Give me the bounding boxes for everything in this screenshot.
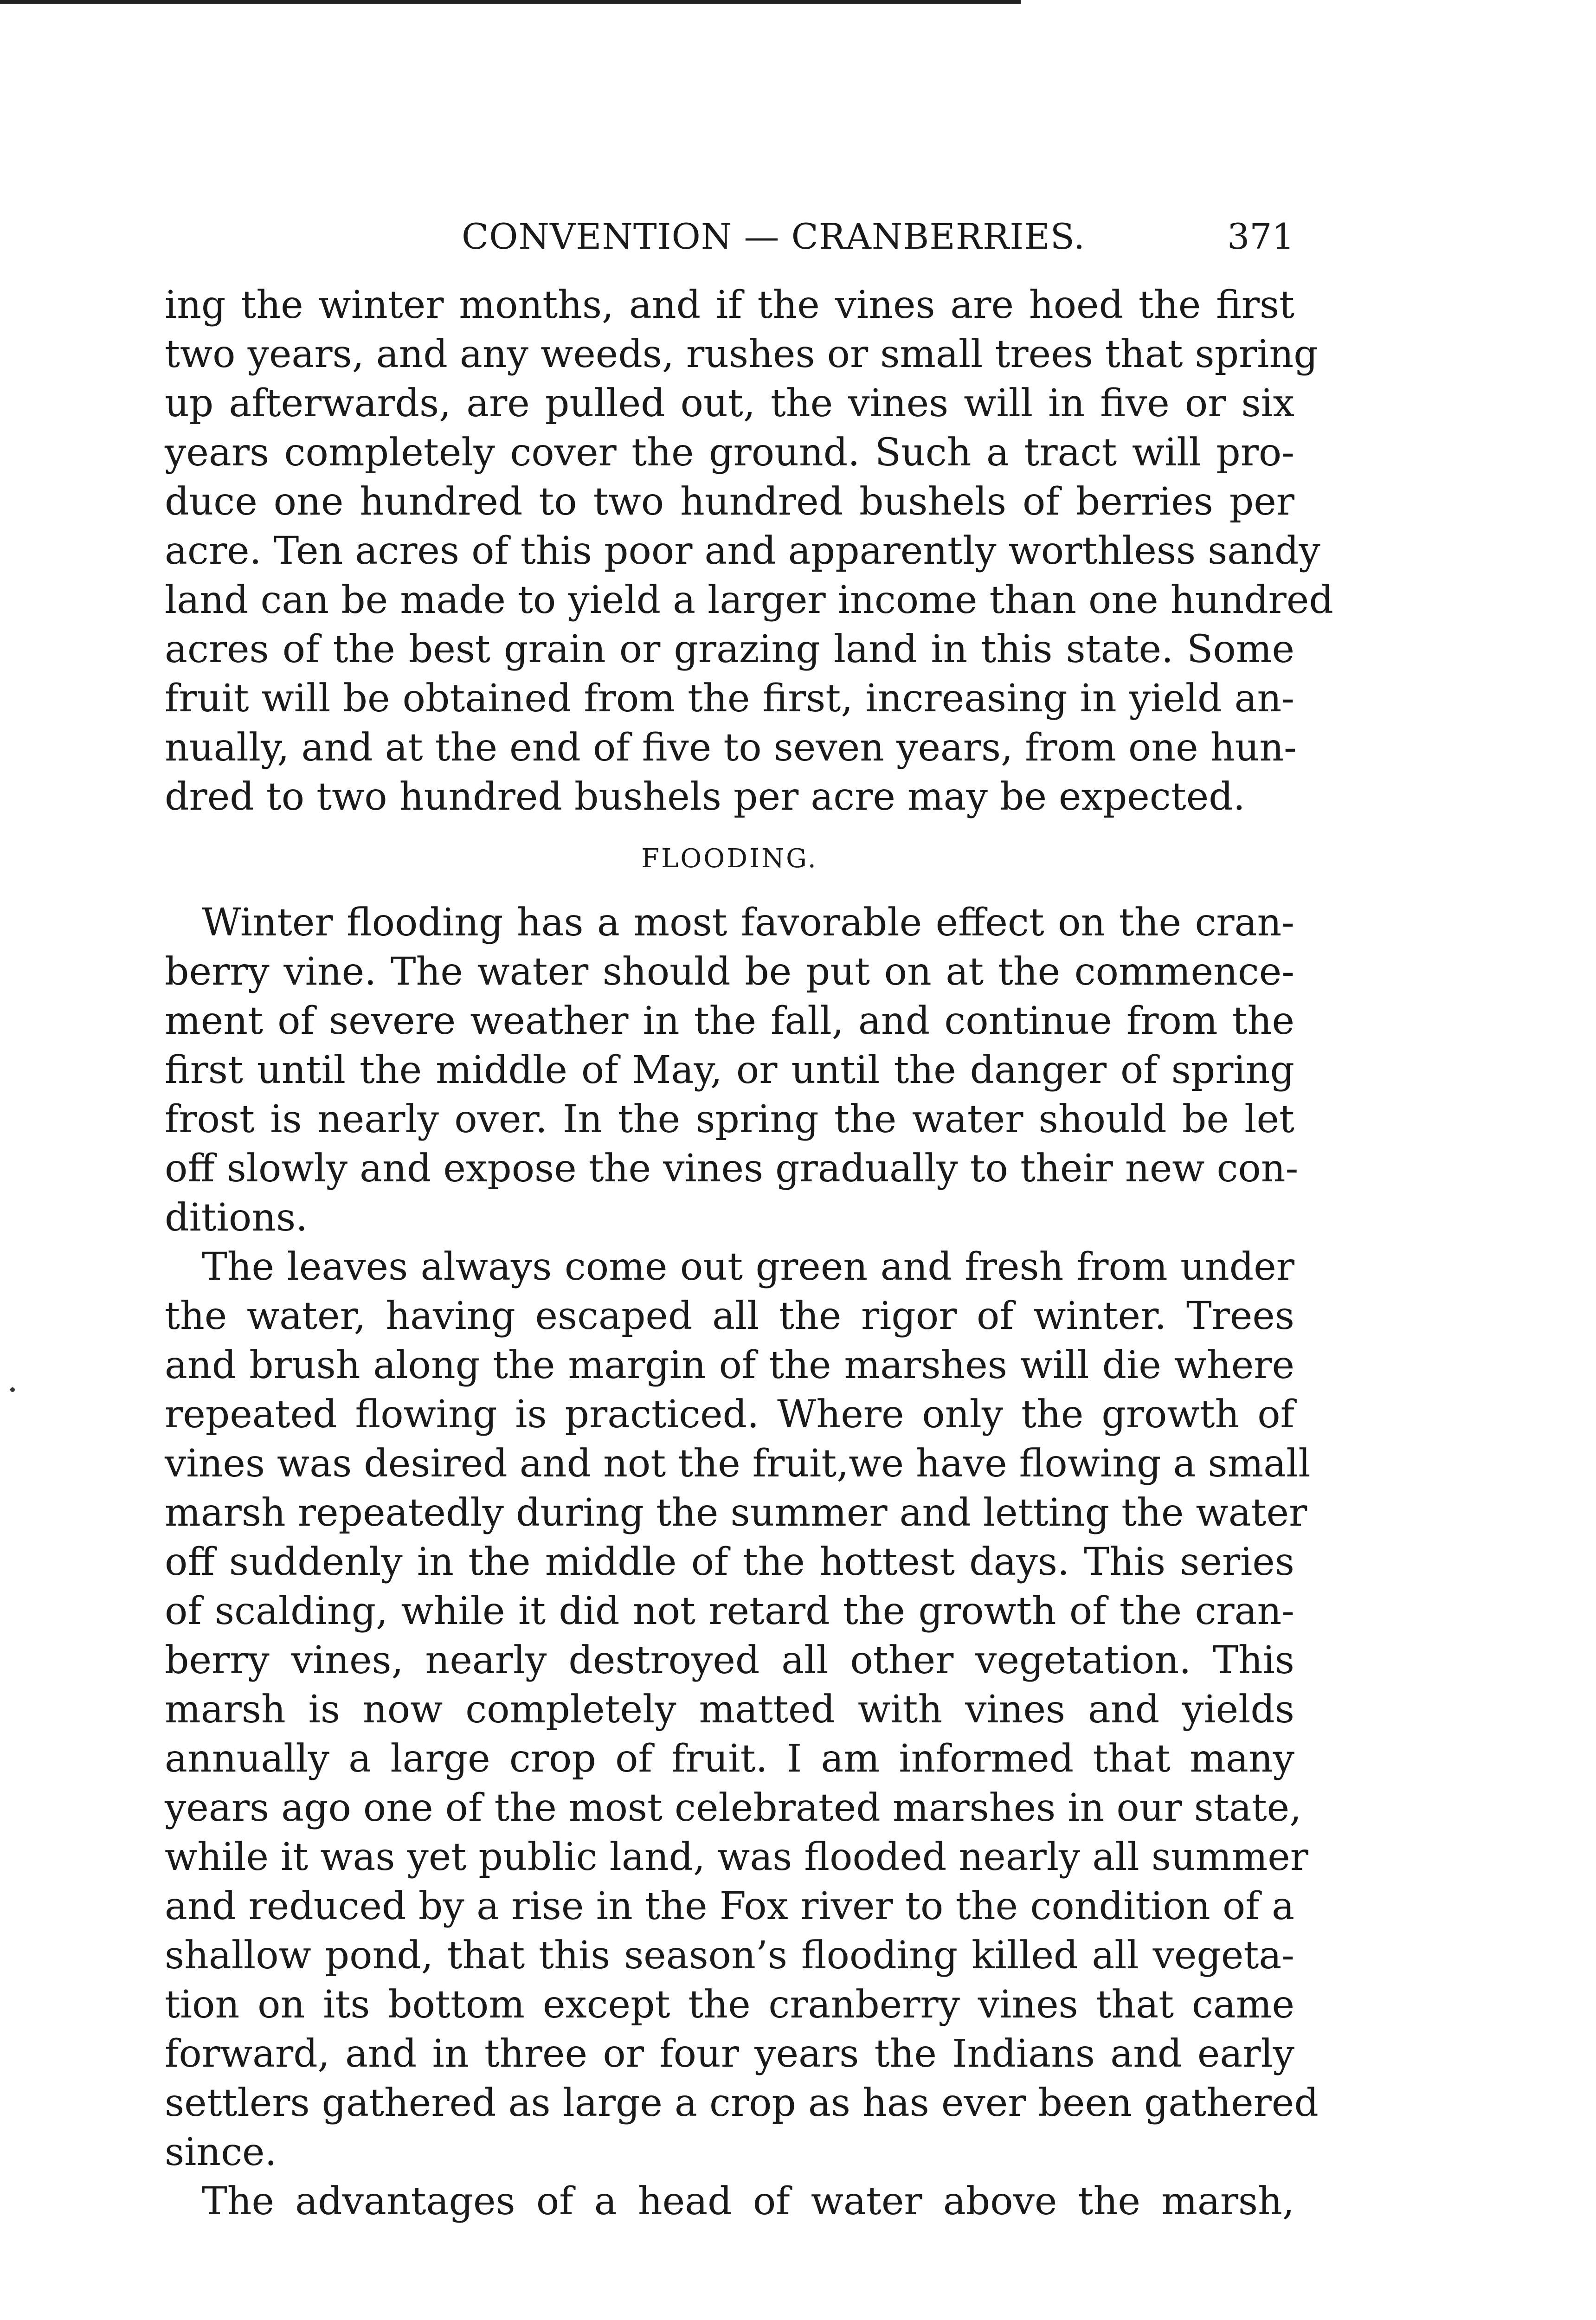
section-heading-flooding: FLOODING.: [641, 844, 818, 874]
text-line: of scalding, while it did not retard the growth of the cran-: [165, 1589, 1294, 1633]
margin-speck: [10, 1387, 15, 1392]
text-line: ditions.: [165, 1196, 308, 1240]
paragraph-winter-flooding: [165, 898, 1299, 1243]
text-line: The advantages of a head of water above the marsh,: [202, 2179, 1294, 2223]
text-line: repeated flowing is practiced. Where only the growth of: [165, 1392, 1294, 1437]
text-line: dred to two hundred bushels per acre may be expected.: [165, 775, 1245, 819]
text-line: two years, and any weeds, rushes or small trees that spring: [165, 332, 1318, 376]
paragraph-leaves: [165, 1243, 1319, 2177]
book-page: [165, 211, 1333, 2226]
text-line: ing the winter months, and if the vines are hoed the first: [165, 283, 1294, 327]
paragraph-continuation: [165, 281, 1333, 822]
text-line: years ago one of the most celebrated marshes in our state,: [165, 1786, 1302, 1830]
text-line: frost is nearly over. In the spring the water should be let: [165, 1097, 1294, 1141]
text-line: marsh repeatedly during the summer and letting the water: [165, 1491, 1307, 1535]
paragraph-advantages: [165, 2177, 1294, 2226]
running-head: [165, 211, 1294, 262]
text-line: tion on its bottom except the cranberry vines that came: [165, 1983, 1294, 2027]
page-number: 371: [1227, 216, 1294, 257]
text-line: and brush along the margin of the marshes will die where: [165, 1343, 1294, 1387]
text-line: and reduced by a rise in the Fox river to the condition of a: [165, 1884, 1294, 1928]
text-line: settlers gathered as large a crop as has ever been gathered: [165, 2081, 1319, 2125]
text-line: Winter flooding has a most favorable effect on the cran-: [202, 901, 1294, 945]
text-line: fruit will be obtained from the first, increasing in yield an-: [165, 677, 1294, 721]
text-line: The leaves always come out green and fresh from under: [202, 1245, 1294, 1289]
text-line: the water, having escaped all the rigor of winter. Trees: [165, 1294, 1294, 1338]
text-line: berry vines, nearly destroyed all other vegetation. This: [165, 1638, 1294, 1682]
text-line: berry vine. The water should be put on at the commence-: [165, 950, 1294, 994]
text-line: land can be made to yield a larger income than one hundred: [165, 578, 1333, 622]
text-line: ment of severe weather in the fall, and continue from the: [165, 999, 1294, 1043]
text-line: vines was desired and not the fruit,we have flowing a small: [165, 1442, 1311, 1486]
text-line: acres of the best grain or grazing land in this state. Some: [165, 627, 1294, 671]
text-line: while it was yet public land, was flooded nearly all summer: [165, 1835, 1308, 1879]
text-line: annually a large crop of fruit. I am informed that many: [165, 1737, 1294, 1781]
text-line: years completely cover the ground. Such a tract will pro-: [165, 431, 1294, 475]
running-head-title: CONVENTION — CRANBERRIES.: [462, 216, 1086, 257]
text-line: since.: [165, 2130, 277, 2174]
text-line: acre. Ten acres of this poor and apparently worthless sandy: [165, 529, 1320, 573]
text-line: up afterwards, are pulled out, the vines will in five or six: [165, 381, 1294, 425]
top-edge-rule: [0, 0, 1021, 4]
text-line: marsh is now completely matted with vines and yields: [165, 1688, 1294, 1732]
text-line: duce one hundred to two hundred bushels of berries per: [165, 480, 1294, 524]
text-line: shallow pond, that this season’s flooding killed all vegeta-: [165, 1933, 1294, 1978]
text-line: off slowly and expose the vines gradually to their new con-: [165, 1147, 1299, 1191]
text-line: nually, and at the end of five to seven years, from one hun-: [165, 726, 1297, 770]
text-line: forward, and in three or four years the Indians and early: [165, 2032, 1294, 2076]
text-line: off suddenly in the middle of the hottest days. This series: [165, 1540, 1294, 1584]
text-line: first until the middle of May, or until the danger of spring: [165, 1048, 1294, 1092]
